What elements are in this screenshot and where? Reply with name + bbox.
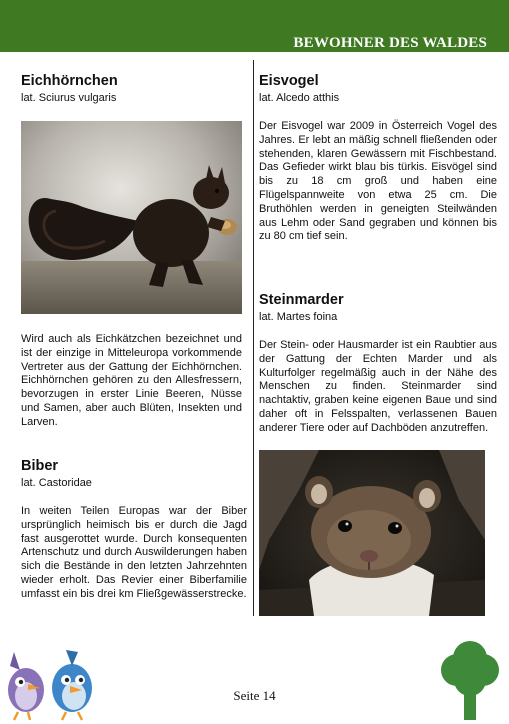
tree-icon: [437, 640, 503, 720]
kingfisher-description: Der Eisvogel war 2009 in Österreich Vogel des Jahres. Er lebt an mäßig schnell fließenden oder stehenden, klaren Gewässern mit Fischbestand. Das Gefieder wirkt blau bis türkis. Eisvögel sind bis zu 18 cm groß und haben eine Flügelspannweite von etwa 25 cm. Die Bruthöhlen werden in geneigten Steilwänden aus Lehm oder Sand gegraben und können bis zu 80 cm tief sein.: [259, 120, 497, 243]
column-divider: [253, 60, 254, 616]
beaver-heading: Biber: [21, 458, 59, 474]
kingfisher-heading: Eisvogel: [259, 73, 319, 89]
page-number: Seite 14: [233, 688, 276, 703]
kingfisher-latin-name: lat. Alcedo atthis: [259, 92, 340, 104]
marten-photo: [259, 450, 485, 616]
marten-latin-name: lat. Martes foina: [259, 311, 338, 323]
squirrel-description: Wird auch als Eichkätzchen bezeichnet und ist der einzige in Mitteleuropa vorkommende Vertreter aus der Gattung der Eichhörnchen. Eichhörnchen gehören zu den Allesfressern, bevorzugen in erster Linie Beeren, Nüsse und Samen, aber auch Blüten, Insekten und Larven.: [21, 333, 242, 428]
beaver-description: In weiten Teilen Europas war der Biber ursprünglich heimisch bis er durch die Jagd fast ausgerottet wurde. Durch konsequenten Artenschutz und durch Auswilderungen haben sich die Bestände in den letzten Jahrzehnten wieder erholt. Das Revier einer Biberfamilie umfasst ein bis drei km Fließgewässerstrecke.: [21, 505, 247, 600]
beaver-latin-name: lat. Castoridae: [21, 477, 92, 489]
marten-description: Der Stein- oder Hausmarder ist ein Raubtier aus der Gattung der Echten Marder und als Kulturfolger regelmäßig auch in der Nähe des Menschen zu finden. Steinmarder sind nachtaktiv, graben keine eigenen Baue und sind daher oft in Felsspalten, verlassenen Bauen anderer Tiere oder auf Dachböden anzutreffen.: [259, 339, 497, 434]
squirrel-latin-name: lat. Sciurus vulgaris: [21, 92, 117, 104]
page-title: BEWOHNER DES WALDES: [293, 35, 487, 51]
marten-heading: Steinmarder: [259, 292, 344, 308]
squirrel-heading: Eichhörnchen: [21, 73, 118, 89]
birds-illustration: [0, 640, 100, 724]
squirrel-photo: [21, 121, 242, 314]
